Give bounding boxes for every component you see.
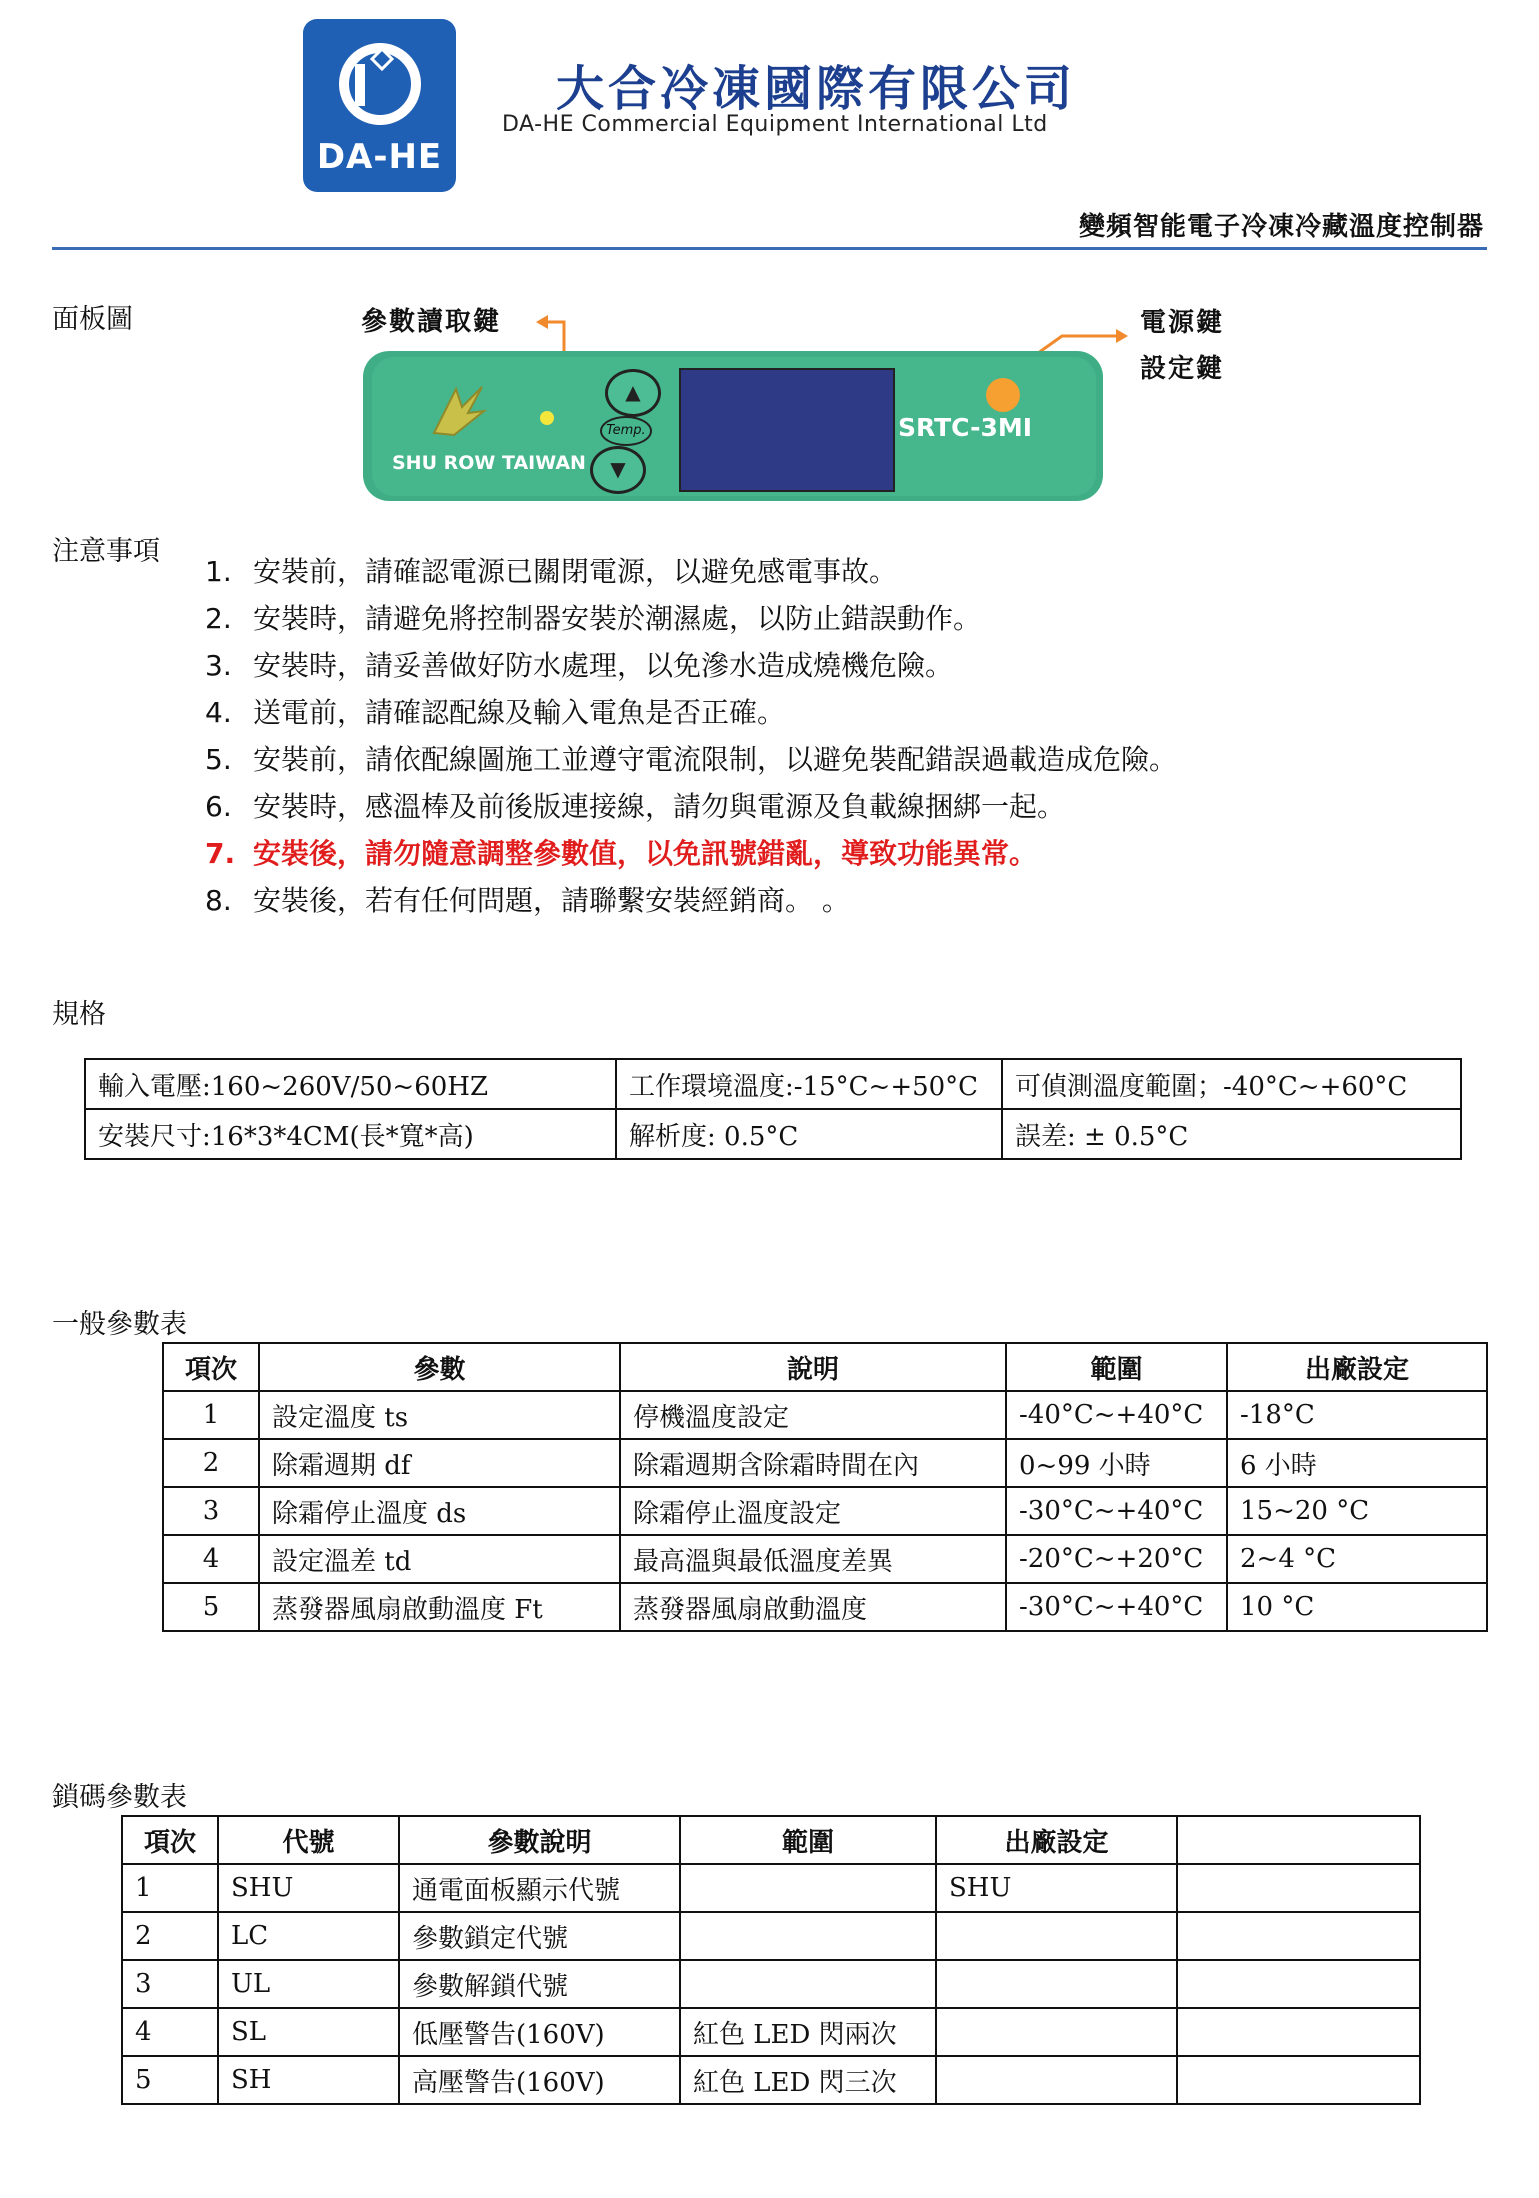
status-led-yellow — [540, 411, 554, 425]
down-arrow-icon: ▼ — [610, 457, 626, 481]
note-item: 8. 安裝後，若有任何問題，請聯繫安裝經銷商。 。 — [205, 884, 850, 917]
table-row: 1 SHU 通電面板顯示代號 SHU — [122, 1864, 1420, 1912]
company-name-zh: 大合冷凍國際有限公司 — [556, 61, 1077, 117]
lock-table-title: 鎖碼參數表 — [52, 1782, 187, 1813]
spec-size: 安裝尺寸:16*3*4CM(長*寬*高) — [85, 1109, 616, 1159]
table-row: 5 蒸發器風扇啟動溫度 Ft 蒸發器風扇啟動溫度 -30°C~+40°C 10 °C — [163, 1583, 1487, 1631]
panel-model-text: SRTC-3MI — [898, 413, 1033, 442]
table-header: 說明 — [620, 1343, 1006, 1391]
down-button[interactable] — [590, 446, 646, 494]
table-row: 5 SH 高壓警告(160V) 紅色 LED 閃三次 — [122, 2056, 1420, 2104]
table-header: 範圍 — [680, 1816, 936, 1864]
label-set-key: 設定鍵 — [1140, 354, 1225, 384]
table-header: 參數 — [259, 1343, 620, 1391]
up-button[interactable] — [605, 369, 661, 417]
table-header: 範圍 — [1006, 1343, 1227, 1391]
notes-title: 注意事項 — [52, 536, 160, 567]
note-item: 1. 安裝前，請確認電源已關閉電源，以避免感電事故。 — [205, 555, 898, 588]
note-item: 5. 安裝前，請依配線圖施工並遵守電流限制，以避免裝配錯誤過載造成危險。 — [205, 743, 1178, 776]
table-row: 2 除霜週期 df 除霜週期含除霜時間在內 0~99 小時 6 小時 — [163, 1439, 1487, 1487]
label-power-key: 電源鍵 — [1140, 308, 1225, 338]
spec-title: 規格 — [52, 999, 106, 1030]
table-header: 項次 — [122, 1816, 218, 1864]
panel-brand-text: SHU ROW TAIWAN — [392, 452, 586, 474]
spec-error: 誤差: ± 0.5°C — [1002, 1109, 1461, 1159]
table-header: 出廠設定 — [936, 1816, 1177, 1864]
temp-button[interactable]: Temp. — [600, 416, 652, 446]
note-item: 6. 安裝時，感溫棒及前後版連接線，請勿與電源及負載線捆綁一起。 — [205, 790, 1066, 823]
label-read-key: 參數讀取鍵 — [361, 307, 502, 337]
panel-section-title: 面板圖 — [52, 304, 133, 335]
general-parameter-table — [162, 1342, 1488, 1632]
general-table-title: 一般參數表 — [52, 1309, 187, 1340]
company-name-en: DA-HE Commercial Equipment International Ltd — [502, 112, 1048, 137]
up-arrow-icon: ▲ — [625, 380, 641, 404]
note-item-warning: 7. 安裝後，請勿隨意調整參數值，以免訊號錯亂，導致功能異常。 — [205, 837, 1038, 870]
spec-work-temp: 工作環境溫度:-15°C~+50°C — [616, 1059, 1002, 1109]
logo-text: DA-HE — [316, 137, 443, 177]
table-header: 參數說明 — [399, 1816, 680, 1864]
table-row: 3 除霜停止溫度 ds 除霜停止溫度設定 -30°C~+40°C 15~20 °C — [163, 1487, 1487, 1535]
notes-list — [205, 550, 1177, 926]
document-title: 變頻智能電子冷凍冷藏溫度控制器 — [1078, 212, 1484, 242]
spec-table — [84, 1058, 1462, 1160]
lcd-display — [679, 368, 895, 492]
note-item: 3. 安裝時，請妥善做好防水處理，以免滲水造成燒機危險。 — [205, 649, 954, 682]
table-row: 2 LC 參數鎖定代號 — [122, 1912, 1420, 1960]
table-header — [1177, 1816, 1420, 1864]
power-set-button[interactable] — [986, 378, 1020, 412]
spec-input-voltage: 輸入電壓:160~260V/50~60HZ — [85, 1059, 616, 1109]
table-row: 4 設定溫差 td 最高溫與最低溫度差異 -20°C~+20°C 2~4 °C — [163, 1535, 1487, 1583]
note-item: 2. 安裝時，請避免將控制器安裝於潮濕處，以防止錯誤動作。 — [205, 602, 982, 635]
table-row: 4 SL 低壓警告(160V) 紅色 LED 閃兩次 — [122, 2008, 1420, 2056]
table-row: 3 UL 參數解鎖代號 — [122, 1960, 1420, 2008]
brand-leaf-icon — [428, 383, 488, 439]
spec-resolution: 解析度: 0.5°C — [616, 1109, 1002, 1159]
table-header: 項次 — [163, 1343, 259, 1391]
lock-parameter-table — [121, 1815, 1421, 2105]
note-item: 4. 送電前，請確認配線及輸入電魚是否正確。 — [205, 696, 786, 729]
table-row: 1 設定溫度 ts 停機溫度設定 -40°C~+40°C -18°C — [163, 1391, 1487, 1439]
spec-detect-range: 可偵測溫度範圍；-40°C~+60°C — [1002, 1059, 1461, 1109]
table-header: 代號 — [218, 1816, 399, 1864]
table-header: 出廠設定 — [1227, 1343, 1487, 1391]
